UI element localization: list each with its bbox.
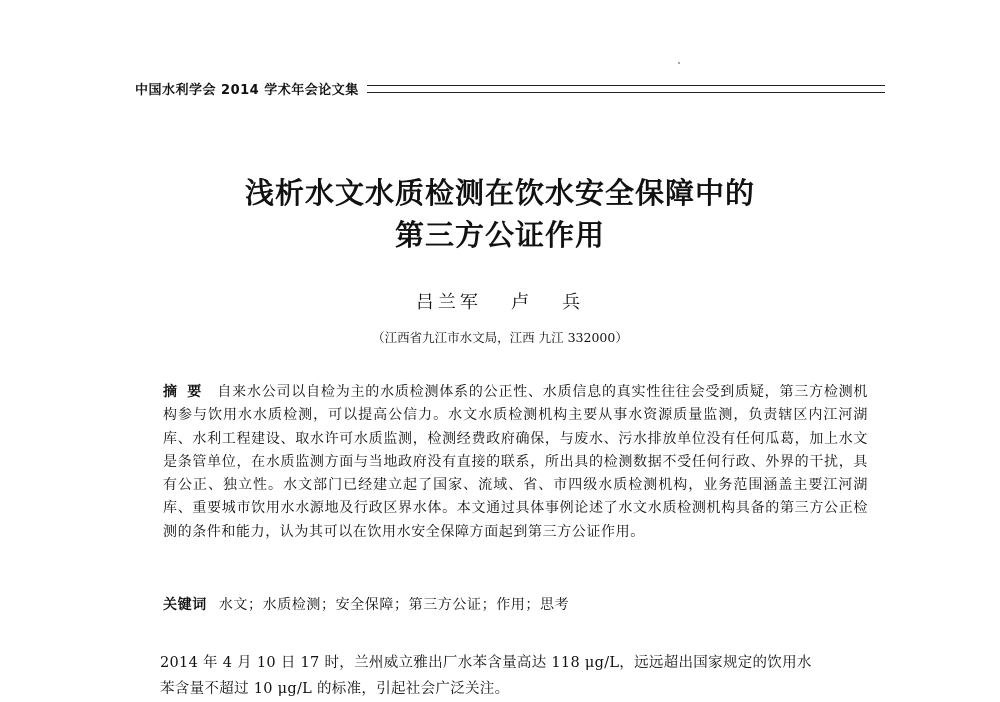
abstract-label: 摘要 — [163, 384, 212, 400]
paper-title-line-1: 浅析水文水质检测在饮水安全保障中的 — [244, 176, 755, 210]
body-paragraph — [130, 650, 890, 697]
running-header-title: 中国水利学会 2014 学术年会论文集 — [135, 82, 359, 98]
abstract — [163, 381, 868, 544]
keywords-text: 水文；水质检测；安全保障；第三方公证；作用；思考 — [218, 597, 570, 613]
running-header — [135, 77, 885, 99]
paper-title — [100, 172, 900, 256]
paper-title-line-2: 第三方公证作用 — [394, 218, 605, 252]
keywords — [163, 594, 868, 616]
affiliation: （江西省九江市水文局，江西 九江 332000） — [372, 330, 628, 345]
abstract-text: 自来水公司以自检为主的水质检测体系的公正性、水质信息的真实性往往会受到质疑，第三方检测机构参与饮用水水质检测，可以提高公信力。水文水质检测机构主要从事水资源质量监测，负责辖区内江河湖库、水利工程建设、取水许可水质监测，检测经费政府确保，与废水、污水排放单位没有任何瓜葛，加上水文是条管单位，在水质监测方面与当地政府没有直接的联系，所出具的检测数据不受任何行政、外界的干扰，具有公正、独立性。水文部门已经建立起了国家、流域、省、市四级水质检测机构，业务范围涵盖主要江河湖库、重要城市饮用水水源地及行政区界水体。本文通过具体事例论述了水文水质检测机构具备的第三方公正检测的条件和能力，认为其可以在饮用水安全保障方面起到第三方公证作用。 — [163, 384, 868, 540]
scan-speck — [678, 62, 680, 64]
body-first-line: 2014 年 4 月 10 日 17 时，兰州威立雅出厂水苯含量高达 118 μg/L，远远超出国家规定的饮用水 — [160, 655, 812, 671]
authors: 吕兰军 卢 兵 — [415, 292, 585, 313]
body-second-line-cut: 苯含量不超过 10 μg/L 的标准，引起社会广泛关注。 — [160, 681, 510, 697]
keywords-label: 关键词 — [163, 597, 207, 613]
header-double-rule — [367, 85, 885, 93]
